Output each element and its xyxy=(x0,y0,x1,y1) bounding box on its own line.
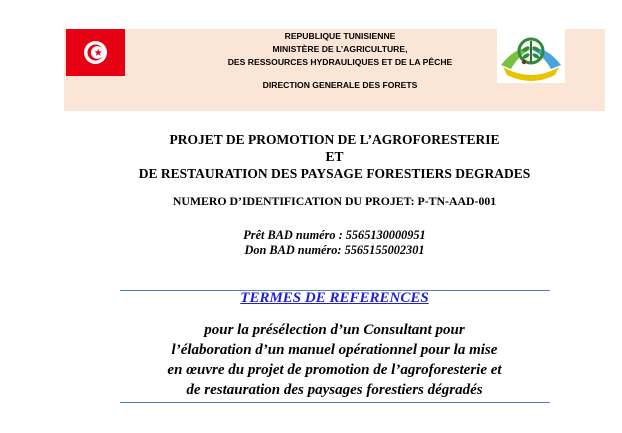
project-title xyxy=(64,131,605,182)
purpose-line1: pour la présélection d’un Consultant pour xyxy=(204,322,465,338)
header-resources: DES RESSOURCES HYDRAULIQUES ET DE LA PÊCHE xyxy=(227,57,453,67)
header-institution xyxy=(150,30,530,92)
project-title-line2: ET xyxy=(325,149,344,164)
flag-crescent-icon xyxy=(84,41,107,64)
bottom-divider xyxy=(120,402,550,403)
header-direction: DIRECTION GENERALE DES FORETS xyxy=(262,80,418,90)
project-identification: NUMERO D’IDENTIFICATION DU PROJET: P-TN-AAD-001 xyxy=(172,194,497,208)
header-ministry: MINISTÈRE DE L’AGRICULTURE, xyxy=(272,44,408,54)
terms-title: TERMES DE REFERENCES xyxy=(240,290,429,306)
purpose-line3: en œuvre du projet de promotion de l’agroforesterie et xyxy=(167,362,502,378)
purpose-line2: l’élaboration d’un manuel opérationnel pour la mise xyxy=(171,342,498,358)
tunisian-flag-icon xyxy=(66,29,125,76)
funding-references xyxy=(64,228,605,258)
grant-number: Don BAD numéro: 5565155002301 xyxy=(244,243,425,257)
project-title-line3: DE RESTAURATION DES PAYSAGE FORESTIERS DEGRADES xyxy=(138,166,531,181)
header-republic: REPUBLIQUE TUNISIENNE xyxy=(284,31,396,41)
terms-purpose xyxy=(64,320,605,400)
purpose-line4: de restauration des paysages forestiers dégradés xyxy=(186,382,483,398)
project-title-line1: PROJET DE PROMOTION DE L’AGROFORESTERIE xyxy=(169,132,500,147)
loan-number: Prêt BAD numéro : 5565130000951 xyxy=(243,228,426,242)
